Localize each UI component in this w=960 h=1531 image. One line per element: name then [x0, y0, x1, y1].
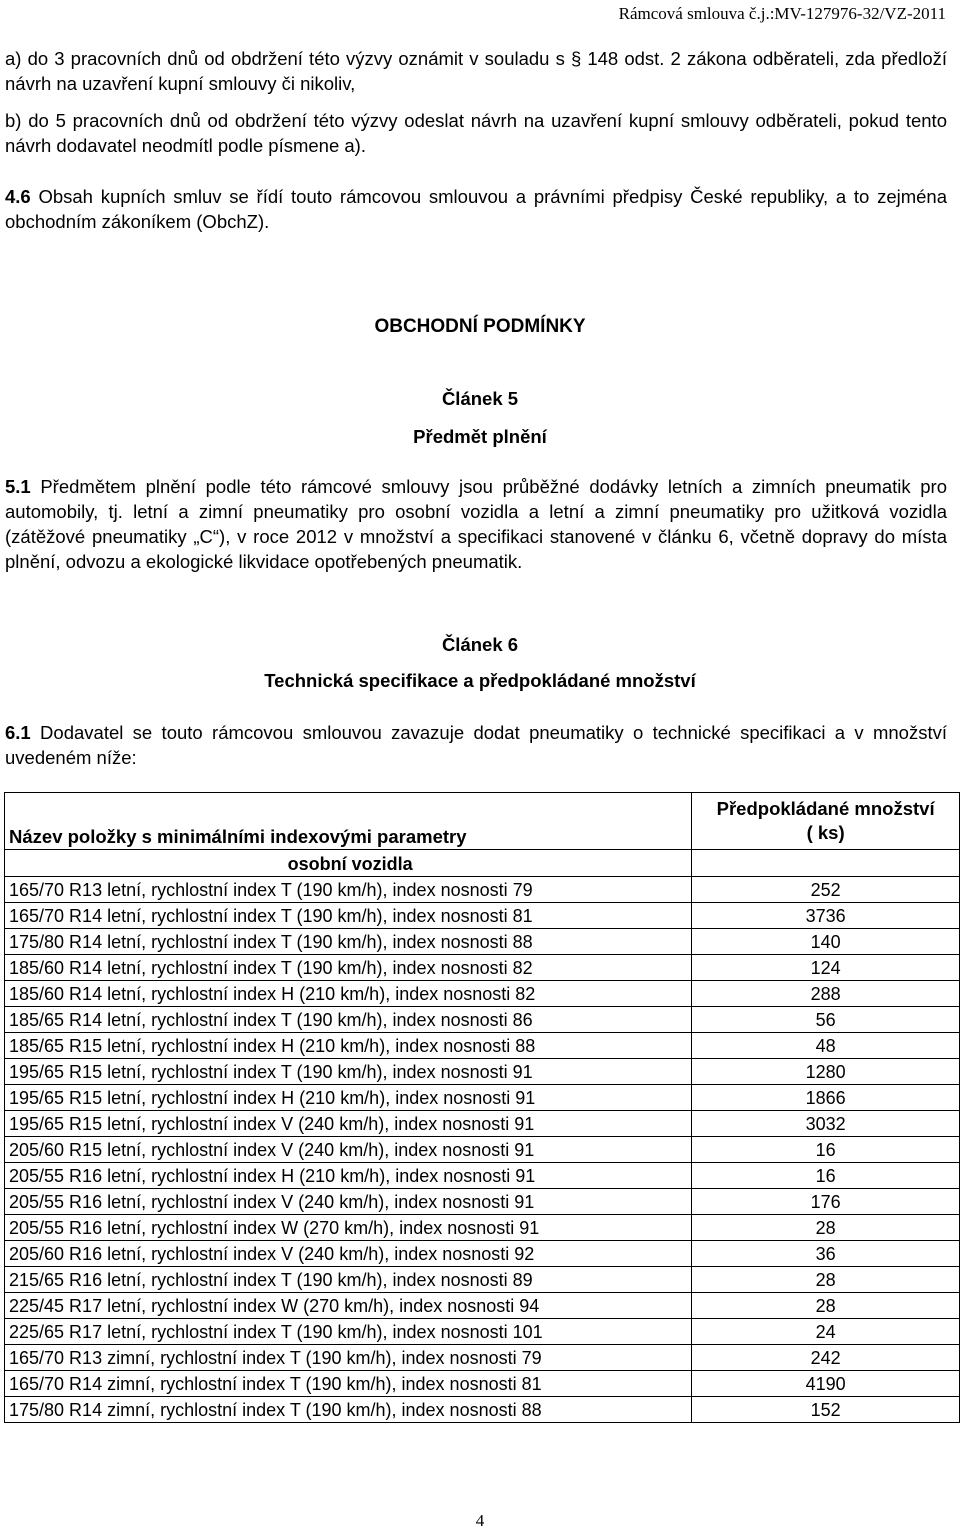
item-name: 195/65 R15 letní, rychlostní index T (190 km/h), index nosnosti 91	[5, 1059, 692, 1085]
item-quantity: 28	[692, 1293, 960, 1319]
table-row	[5, 1241, 960, 1267]
item-quantity: 4190	[692, 1371, 960, 1397]
paragraph-5-1	[5, 474, 947, 574]
category-quantity-cell	[692, 850, 960, 877]
item-name: 175/80 R14 letní, rychlostní index T (190 km/h), index nosnosti 88	[5, 929, 692, 955]
item-quantity: 1280	[692, 1059, 960, 1085]
table-row	[5, 1215, 960, 1241]
table-row	[5, 1371, 960, 1397]
paragraph-6-1	[5, 720, 947, 770]
table-row	[5, 981, 960, 1007]
item-name: 205/60 R15 letní, rychlostní index V (240 km/h), index nosnosti 91	[5, 1137, 692, 1163]
paragraph-number: 4.6	[5, 186, 31, 207]
column-header-quantity-line1: Předpokládané množství	[716, 798, 935, 819]
item-name: 185/60 R14 letní, rychlostní index T (190 km/h), index nosnosti 82	[5, 955, 692, 981]
paragraph-a: a) do 3 pracovních dnů od obdržení této výzvy oznámit v souladu s § 148 odst. 2 zákona odběrateli, zda předloží návrh na uzavření kupní smlouvy či nikoliv,	[5, 48, 947, 94]
table-row	[5, 1163, 960, 1189]
paragraph-4-6	[5, 184, 947, 234]
table-row	[5, 1189, 960, 1215]
page-number: 4	[475, 1511, 485, 1530]
table-row	[5, 929, 960, 955]
item-quantity: 3736	[692, 903, 960, 929]
specification-table	[4, 792, 960, 1423]
item-quantity: 288	[692, 981, 960, 1007]
item-quantity: 36	[692, 1241, 960, 1267]
item-quantity: 176	[692, 1189, 960, 1215]
item-name: 195/65 R15 letní, rychlostní index H (210 km/h), index nosnosti 91	[5, 1085, 692, 1111]
item-name: 225/45 R17 letní, rychlostní index W (270 km/h), index nosnosti 94	[5, 1293, 692, 1319]
item-quantity: 16	[692, 1137, 960, 1163]
table-row	[5, 1345, 960, 1371]
item-name: 195/65 R15 letní, rychlostní index V (240 km/h), index nosnosti 91	[5, 1111, 692, 1137]
item-name: 205/60 R16 letní, rychlostní index V (240 km/h), index nosnosti 92	[5, 1241, 692, 1267]
item-name: 205/55 R16 letní, rychlostní index V (240 km/h), index nosnosti 91	[5, 1189, 692, 1215]
item-quantity: 3032	[692, 1111, 960, 1137]
item-name: 185/65 R15 letní, rychlostní index H (210 km/h), index nosnosti 88	[5, 1033, 692, 1059]
item-name: 185/65 R14 letní, rychlostní index T (190 km/h), index nosnosti 86	[5, 1007, 692, 1033]
table-row	[5, 877, 960, 903]
table-row	[5, 1319, 960, 1345]
paragraph-text: Předmětem plnění podle této rámcové smlouvy jsou průběžné dodávky letních a zimních pneumatik pro automobily, tj. letní a zimní pneumatiky pro osobní vozidla a letní a zimní pneumatiky pro užitková vozidla (zátěžové pneumatiky „C“), v roce 2012 v množství a specifikaci stanovené v článku 6, včetně dopravy do místa plnění, odvozu a ekologické likvidace opotřebených pneumatik.	[5, 476, 947, 572]
item-quantity: 48	[692, 1033, 960, 1059]
table-row	[5, 1397, 960, 1423]
table-row	[5, 1293, 960, 1319]
item-name: 215/65 R16 letní, rychlostní index T (190 km/h), index nosnosti 89	[5, 1267, 692, 1293]
item-name: 185/60 R14 letní, rychlostní index H (210 km/h), index nosnosti 82	[5, 981, 692, 1007]
item-name: 205/55 R16 letní, rychlostní index H (210 km/h), index nosnosti 91	[5, 1163, 692, 1189]
item-quantity: 56	[692, 1007, 960, 1033]
item-quantity: 16	[692, 1163, 960, 1189]
table-row	[5, 1007, 960, 1033]
table-row	[5, 1111, 960, 1137]
item-quantity: 124	[692, 955, 960, 981]
table-row	[5, 1085, 960, 1111]
table-header-row	[5, 793, 960, 850]
item-quantity: 28	[692, 1267, 960, 1293]
column-header-name: Název položky s minimálními indexovými parametry	[5, 793, 692, 850]
table-row	[5, 1137, 960, 1163]
column-header-quantity	[692, 793, 960, 850]
item-quantity: 1866	[692, 1085, 960, 1111]
item-quantity: 242	[692, 1345, 960, 1371]
paragraph-text: Dodavatel se touto rámcovou smlouvou zavazuje dodat pneumatiky o technické specifikaci a v množství uvedeném níže:	[5, 722, 947, 768]
paragraph-number: 6.1	[5, 722, 31, 743]
item-quantity: 252	[692, 877, 960, 903]
item-quantity: 24	[692, 1319, 960, 1345]
table-row	[5, 1059, 960, 1085]
item-name: 175/80 R14 zimní, rychlostní index T (190 km/h), index nosnosti 88	[5, 1397, 692, 1423]
item-name: 205/55 R16 letní, rychlostní index W (270 km/h), index nosnosti 91	[5, 1215, 692, 1241]
item-name: 165/70 R13 letní, rychlostní index T (190 km/h), index nosnosti 79	[5, 877, 692, 903]
paragraph-text: Obsah kupních smluv se řídí touto rámcovou smlouvou a právními předpisy České republiky, a to zejména obchodním zákoníkem (ObchZ).	[5, 186, 947, 232]
item-quantity: 152	[692, 1397, 960, 1423]
section-title: OBCHODNÍ PODMÍNKY	[374, 316, 586, 337]
article-6-subtitle: Technická specifikace a předpokládané množství	[264, 670, 696, 691]
item-quantity: 28	[692, 1215, 960, 1241]
article-5-title: Článek 5	[441, 388, 519, 409]
table-row	[5, 1033, 960, 1059]
table-category-row	[5, 850, 960, 877]
table-row	[5, 903, 960, 929]
paragraph-b: b) do 5 pracovních dnů od obdržení této výzvy odeslat návrh na uzavření kupní smlouvy odběrateli, pokud tento návrh dodavatel neodmítl podle písmene a).	[5, 110, 947, 156]
item-name: 165/70 R13 zimní, rychlostní index T (190 km/h), index nosnosti 79	[5, 1345, 692, 1371]
paragraph-number: 5.1	[5, 476, 31, 497]
document-reference: Rámcová smlouva č.j.:MV-127976-32/VZ-2011	[618, 4, 946, 23]
item-name: 165/70 R14 letní, rychlostní index T (190 km/h), index nosnosti 81	[5, 903, 692, 929]
item-name: 165/70 R14 zimní, rychlostní index T (190 km/h), index nosnosti 81	[5, 1371, 692, 1397]
category-label: osobní vozidla	[5, 850, 692, 877]
table-row	[5, 1267, 960, 1293]
table-row	[5, 955, 960, 981]
article-6-title: Článek 6	[441, 634, 519, 655]
item-name: 225/65 R17 letní, rychlostní index T (190 km/h), index nosnosti 101	[5, 1319, 692, 1345]
article-5-subtitle: Předmět plnění	[413, 426, 547, 447]
column-header-quantity-line2: ( ks)	[806, 822, 845, 843]
item-quantity: 140	[692, 929, 960, 955]
